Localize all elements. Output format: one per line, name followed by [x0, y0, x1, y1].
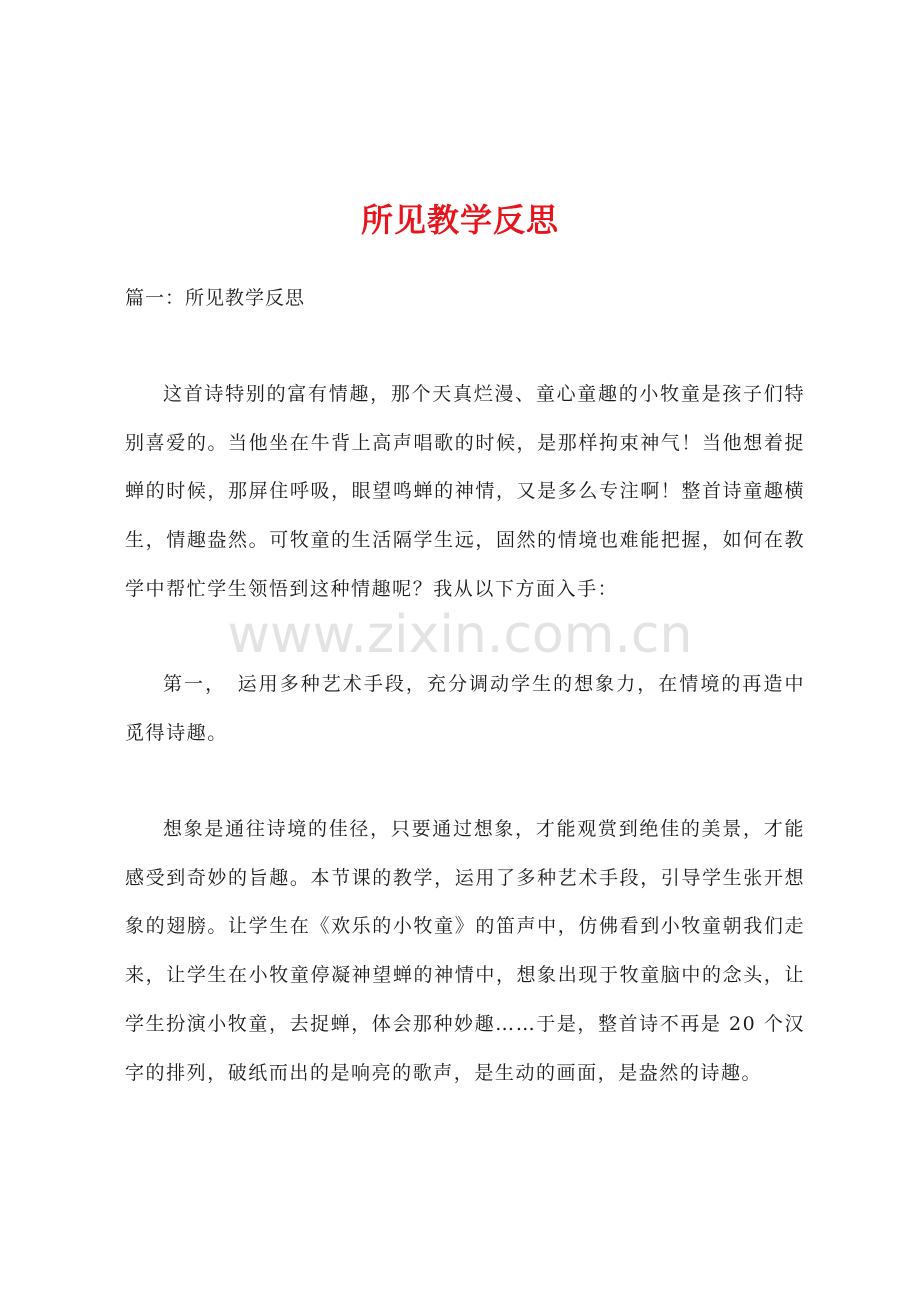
body-paragraph-1: 这首诗特别的富有情趣，那个天真烂漫、童心童趣的小牧童是孩子们特别喜爱的。当他坐在牛背上高声唱歌的时候，是那样拘束神气！当他想着捉蝉的时候，那屏住呼吸，眼望鸣蝉的神情，又是多么专注啊！整首诗童趣横生，情趣盎然。可牧童的生活隔学生远，固然的情境也难能把握，如何在教学中帮忙学生领悟到这种情趣呢？我从以下方面入手：: [125, 383, 805, 600]
body-paragraph-3: 想象是通往诗境的佳径，只要通过想象，才能观赏到绝佳的美景，才能感受到奇妙的旨趣。本节课的教学，运用了多种艺术手段，引导学生张开想象的翅膀。让学生在《欢乐的小牧童》的笛声中，仿佛看到小牧童朝我们走来，让学生在小牧童停凝神望蝉的神情中，想象出现于牧童脑中的念头，让学生扮演小牧童，去捉蝉，体会那种妙趣……于是，整首诗不再是 20 个汉字的排列，破纸而出的是响亮的歌声，是生动的画面，是盎然的诗趣。: [125, 818, 805, 1084]
section-heading: 篇一：所见教学反思: [125, 287, 306, 309]
body-paragraph-2: 第一， 运用多种艺术手段，充分调动学生的想象力，在情境的再造中觅得诗趣。: [125, 673, 805, 744]
document-title: 所见教学反思: [360, 201, 559, 239]
watermark-text: www.zixin.com.cn: [227, 605, 693, 665]
